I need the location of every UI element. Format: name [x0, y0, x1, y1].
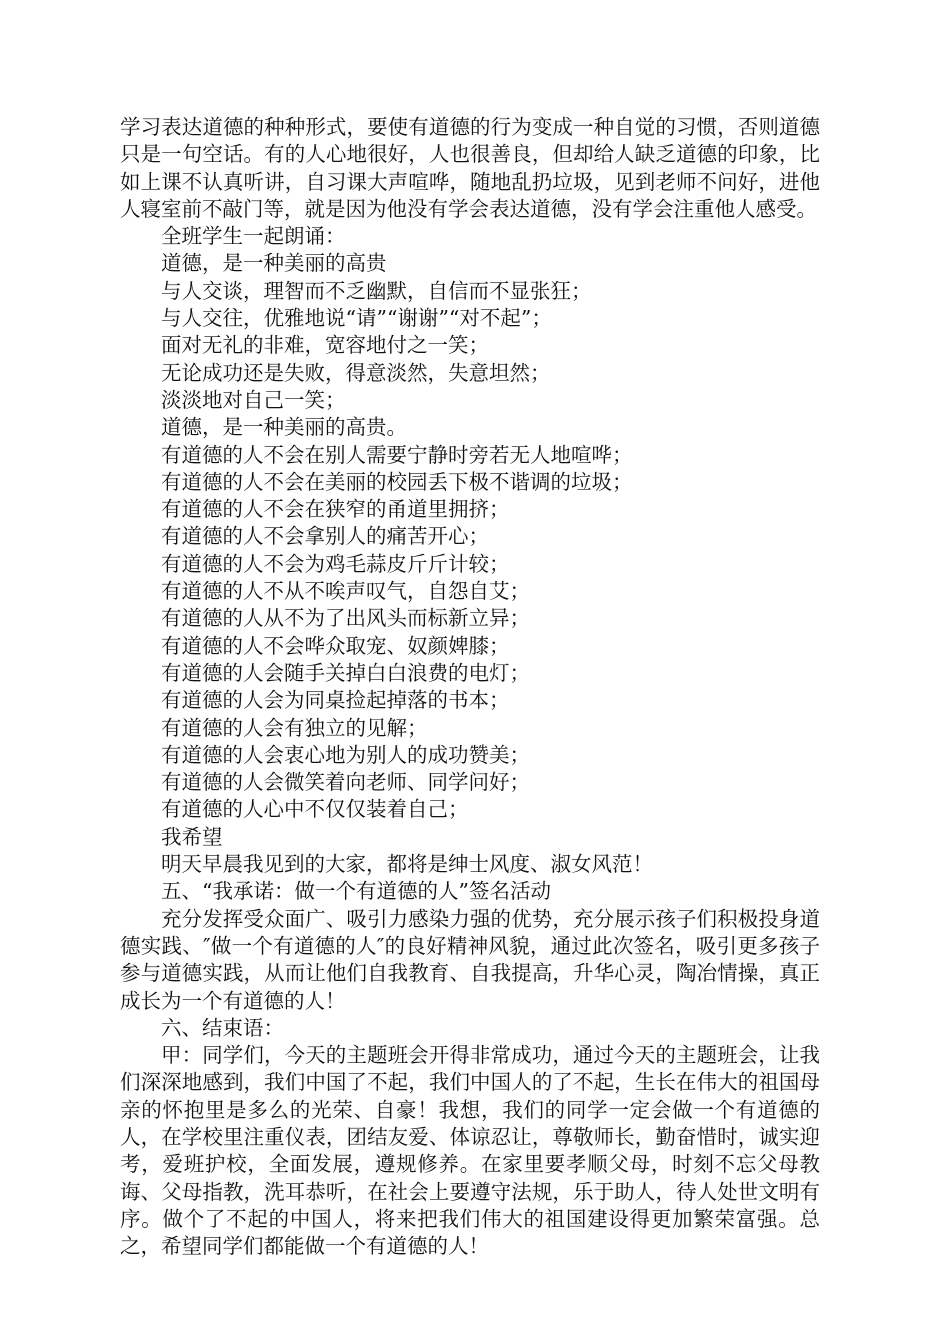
- paragraph-moral-expression: 学习表达道德的种种形式，要使有道德的行为变成一种自觉的习惯，否则道德只是一句空话。有的人心地很好，人也很善良，但却给人缺乏道德的印象，比如上课不认真听讲，自习课大声喧哗，随地乱扔垃圾，见到老师不问好，进他人寝室前不敲门等，就是因为他没有学会表达道德，没有学会注重他人感受。: [120, 115, 820, 221]
- poem-line: 淡淡地对自己一笑；: [161, 387, 346, 412]
- poem-line: 道德，是一种美丽的高贵: [161, 251, 387, 276]
- section-6-heading: 六、结束语：: [161, 1015, 284, 1040]
- poem-line: 明天早晨我见到的大家，都将是绅士风度、淑女风范！: [161, 852, 653, 877]
- poem-line: 有道德的人不会在狭窄的甬道里拥挤；: [161, 497, 510, 522]
- poem-line: 无论成功还是失败，得意淡然，失意坦然；: [161, 360, 551, 385]
- paragraph-recite-intro: 全班学生一起朗诵：: [161, 224, 346, 249]
- poem-line: 与人交往，优雅地说“请”“谢谢”“对不起”；: [161, 306, 552, 331]
- poem-line: 有道德的人从不为了出风头而标新立异；: [161, 606, 530, 631]
- poem-line: 有道德的人会随手关掉白白浪费的电灯；: [161, 660, 530, 685]
- poem-line: 有道德的人不会拿别人的痛苦开心；: [161, 524, 489, 549]
- poem-line: 有道德的人心中不仅仅装着自己；: [161, 797, 469, 822]
- poem-block: [120, 250, 820, 878]
- poem-line: 有道德的人不从不唉声叹气，自怨自艾；: [161, 579, 530, 604]
- poem-line: 有道德的人不会在美丽的校园丢下极不谐调的垃圾；: [161, 469, 633, 494]
- poem-line: 面对无礼的非难，宽容地付之一笑；: [161, 333, 489, 358]
- poem-line: 有道德的人不会哗众取宠、奴颜婢膝；: [161, 633, 510, 658]
- poem-line: 有道德的人不会为鸡毛蒜皮斤斤计较；: [161, 551, 510, 576]
- poem-line: 有道德的人不会在别人需要宁静时旁若无人地喧哗；: [161, 442, 633, 467]
- section-6-body: 甲：同学们，今天的主题班会开得非常成功，通过今天的主题班会，让我们深深地感到，我们中国了不起，我们中国人的了不起，生长在伟大的祖国母亲的怀抱里是多么的光荣、自豪！我想，我们的同学一定会做一个有道德的人，在学校里注重仪表，团结友爱、体谅忍让，尊敬师长，勤奋惜时，诚实迎考，爱班护校，全面发展，遵规修养。在家里要孝顺父母，时刻不忘父母教诲、父母指教，洗耳恭听，在社会上要遵守法规，乐于助人，待人处世文明有序。做个了不起的中国人，将来把我们伟大的祖国建设得更加繁荣富强。总之，希望同学们都能做一个有道德的人！: [120, 1043, 820, 1259]
- document-body: [120, 114, 820, 1260]
- poem-line: 与人交谈，理智而不乏幽默，自信而不显张狂；: [161, 278, 592, 303]
- section-5-heading: 五、“我承诺：做一个有道德的人”签名活动: [161, 879, 551, 904]
- poem-line: 我希望: [161, 824, 223, 849]
- section-5-body: 充分发挥受众面广、吸引力感染力强的优势，充分展示孩子们积极投身道德实践、″做一个有道德的人″的良好精神风貌，通过此次签名，吸引更多孩子参与道德实践，从而让他们自我教育、自我提高，升华心灵，陶冶情操，真正成长为一个有道德的人！: [120, 906, 820, 1013]
- poem-line: 有道德的人会衷心地为别人的成功赞美；: [161, 742, 530, 767]
- poem-line: 有道德的人会微笑着向老师、同学问好；: [161, 770, 530, 795]
- poem-line: 有道德的人会为同桌捡起掉落的书本；: [161, 688, 510, 713]
- poem-line: 道德，是一种美丽的高贵。: [161, 415, 407, 440]
- poem-line: 有道德的人会有独立的见解；: [161, 715, 428, 740]
